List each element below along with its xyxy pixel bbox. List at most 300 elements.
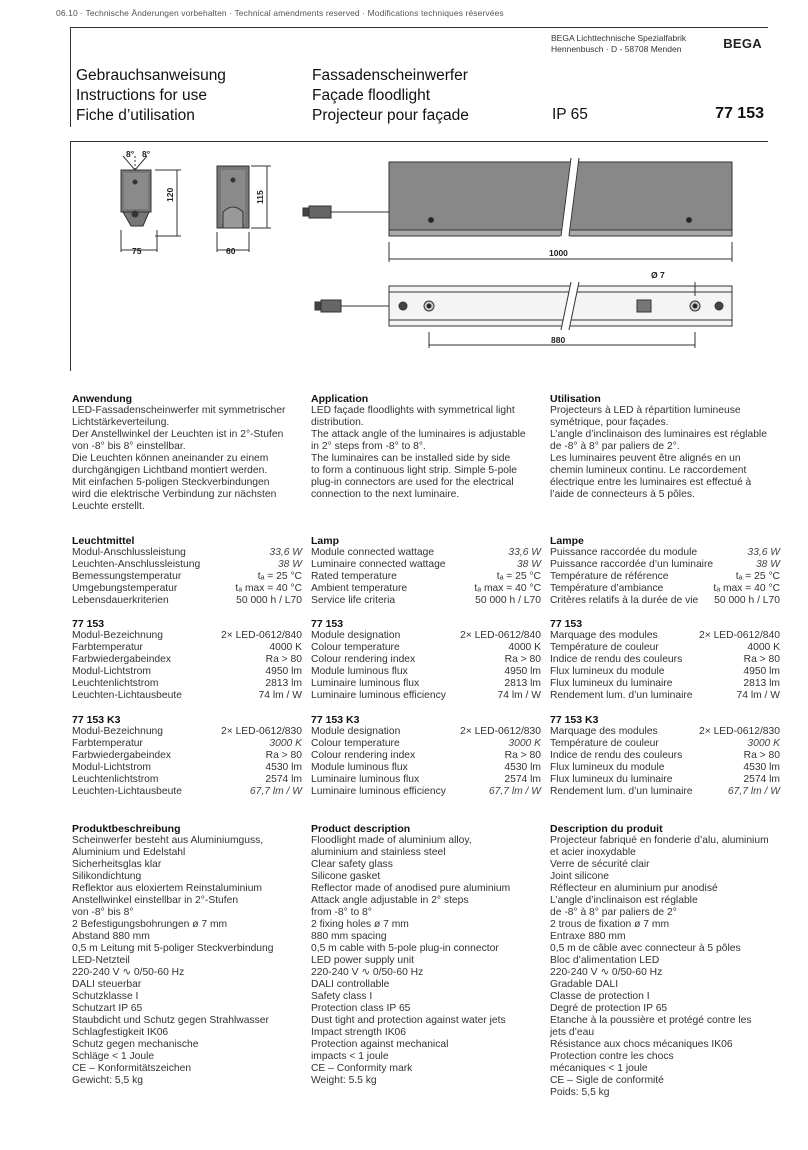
spec-row [311, 774, 541, 786]
spec-row [311, 595, 541, 607]
top-view [315, 282, 732, 348]
spec-label: Colour temperature [311, 738, 400, 749]
spec-value: Ra > 80 [504, 750, 541, 761]
spec-label: Luminaire luminous efficiency [311, 690, 446, 701]
v2-title: 77 153 K3 [311, 714, 360, 726]
v1-title: 77 153 [311, 618, 344, 630]
hole-diameter-label: Ø 7 [651, 270, 665, 280]
product-description-line: Aluminium und Edelstahl [72, 847, 186, 858]
spec-row [72, 583, 302, 595]
product-description-line: Gradable DALI [550, 979, 619, 990]
product-description-line: Protection class IP 65 [311, 1003, 411, 1014]
product-description-line: Schlagfestigkeit IK06 [72, 1027, 169, 1038]
text-line: von -8° bis 8° einstellbar. [72, 441, 186, 452]
application-title: Application [311, 393, 369, 405]
spec-row [72, 762, 302, 774]
text-line: L’angle d’inclinaison des luminaires est réglable [550, 429, 767, 440]
spec-value: Ra > 80 [265, 654, 302, 665]
product-description-line: Résistance aux chocs mécaniques IK06 [550, 1039, 733, 1050]
product-description-line: 0,5 m cable with 5-pole plug-in connector [311, 943, 499, 954]
product-description-title: Produktbeschreibung [72, 823, 181, 835]
spec-row [311, 630, 541, 642]
text-line: in 2° steps from -8° to 8°. [311, 441, 426, 452]
spec-value: 4950 lm [504, 666, 541, 677]
text-line: LED-Fassadenscheinwerfer mit symmetrischer [72, 405, 286, 416]
product-description-line: 2 fixing holes ø 7 mm [311, 919, 409, 930]
spec-value: 4000 K [269, 642, 302, 653]
product-description-line: impacts < 1 joule [311, 1051, 389, 1062]
product-description-section [311, 823, 541, 1087]
spec-row [550, 774, 780, 786]
spec-label: Leuchtenlichtstrom [72, 774, 159, 785]
spec-value: 3000 K [747, 738, 780, 749]
text-line: symétrique, pour façades. [550, 417, 669, 428]
spec-row [72, 559, 302, 571]
spec-value: 4000 K [508, 642, 541, 653]
text-line: connection to the next luminaire. [311, 489, 460, 500]
spec-value: 2813 lm [265, 678, 302, 689]
spec-label: Modul-Lichtstrom [72, 666, 151, 677]
height-label-2: 115 [255, 190, 265, 204]
technical-drawing [70, 141, 768, 371]
product-description-line: Etanche à la poussière et protégé contre les [550, 1015, 752, 1026]
product-description-line: Impact strength IK06 [311, 1027, 407, 1038]
spec-label: Flux lumineux du module [550, 762, 665, 773]
product-description-line: 0,5 m de câble avec connecteur à 5 pôles [550, 943, 741, 954]
spec-row [550, 762, 780, 774]
spec-row [311, 547, 541, 559]
spec-value: 3000 K [269, 738, 302, 749]
spec-row [311, 571, 541, 583]
spec-label: Luminaire connected wattage [311, 559, 446, 570]
spec-label: Température de couleur [550, 642, 659, 653]
product-description-line: Réflecteur en aluminium pur anodisé [550, 883, 718, 894]
application-title: Anwendung [72, 393, 133, 405]
spec-label: Luminaire luminous flux [311, 678, 420, 689]
spec-value: 67,7 lm / W [488, 786, 541, 797]
spec-label: Farbwiedergabeindex [72, 750, 172, 761]
spec-label: Leuchten-Anschlussleistung [72, 559, 201, 570]
spec-value: 74 lm / W [258, 690, 302, 701]
lamp-section [311, 535, 541, 607]
spec-label: Critères relatifs à la durée de vie [550, 595, 699, 606]
product-description-line: 0,5 m Leitung mit 5-poliger Steckverbindung [72, 943, 274, 954]
lamp-title: Lamp [311, 535, 340, 547]
product-description-line: Sicherheitsglas klar [72, 859, 162, 870]
spec-row [311, 666, 541, 678]
spec-value: 2× LED-0612/830 [220, 726, 302, 737]
spec-row [72, 666, 302, 678]
spec-label: Colour rendering index [311, 750, 416, 761]
spec-value: 2× LED-0612/830 [459, 726, 541, 737]
spec-value: Ra > 80 [504, 654, 541, 665]
spec-label: Farbtemperatur [72, 738, 143, 749]
angle-left-label: 8° [126, 149, 135, 159]
product-description-line: Silikondichtung [72, 871, 142, 882]
spec-label: Modul-Lichtstrom [72, 762, 151, 773]
lamp-section [550, 535, 780, 607]
spec-value: 2× LED-0612/840 [698, 630, 780, 641]
spec-label: Rated temperature [311, 571, 397, 582]
company-location: Hennenbusch · D - 58708 Menden [551, 44, 682, 54]
text-line: l’aide de connecteurs à 5 pôles. [550, 489, 695, 500]
product-description-line: Joint silicone [550, 871, 609, 882]
spec-row [311, 654, 541, 666]
text-line: chemin lumineux continu. Le raccordement [550, 465, 747, 476]
side-view-front [217, 166, 271, 252]
dimension-drawing [71, 142, 769, 372]
product-description-line: Gewicht: 5,5 kg [72, 1075, 143, 1086]
spec-label: Température de couleur [550, 738, 659, 749]
doc-title-fr: Fiche d’utilisation [76, 107, 195, 124]
spec-row [550, 678, 780, 690]
spec-label: Bemessungstemperatur [72, 571, 182, 582]
product-description-line: 220-240 V ∿ 0/50-60 Hz [550, 967, 663, 978]
product-description-section [550, 823, 780, 1099]
text-line: électrique entre les luminaires est effectué à [550, 477, 752, 488]
spec-label: Module designation [311, 630, 401, 641]
spec-value: 2574 lm [504, 774, 541, 785]
spec-value: tₐ max = 40 °C [474, 583, 541, 594]
v2-section [311, 714, 541, 798]
spec-row [550, 559, 780, 571]
doc-title-de: Gebrauchsanweisung [76, 67, 226, 84]
text-line: distribution. [311, 417, 364, 428]
spec-row [550, 642, 780, 654]
spec-value: 74 lm / W [736, 690, 780, 701]
v1-section [311, 618, 541, 702]
spec-label: Flux lumineux du luminaire [550, 678, 673, 689]
spec-value: 2574 lm [265, 774, 302, 785]
v2-title: 77 153 K3 [550, 714, 599, 726]
spec-label: Rendement lum. d’un luminaire [550, 690, 693, 701]
product-title-fr: Projecteur pour façade [312, 107, 469, 124]
spec-label: Farbwiedergabeindex [72, 654, 172, 665]
spec-row [72, 750, 302, 762]
spec-row [550, 595, 780, 607]
spec-label: Module luminous flux [311, 762, 408, 773]
company-name: BEGA Lichttechnische Spezialfabrik [551, 33, 687, 43]
product-description-line: Safety class I [311, 991, 373, 1002]
front-view-long [303, 158, 732, 262]
article-number: 77 153 [715, 105, 764, 122]
product-description-section [72, 823, 302, 1087]
product-description-line: Floodlight made of aluminium alloy, [311, 835, 472, 846]
product-description-line: Protection against mechanical [311, 1039, 449, 1050]
v2-section [72, 714, 302, 798]
spec-row [72, 642, 302, 654]
height-label-1: 120 [165, 187, 175, 202]
spec-value: 50 000 h / L70 [236, 595, 302, 606]
spec-label: Puissance raccordée d’un luminaire [550, 559, 714, 570]
spec-value: Ra > 80 [743, 750, 780, 761]
product-description-line: Poids: 5,5 kg [550, 1087, 610, 1098]
document-type-titles [76, 66, 226, 126]
spec-value: 3000 K [508, 738, 541, 749]
spec-value: 2813 lm [504, 678, 541, 689]
text-line: Der Anstellwinkel der Leuchten ist in 2°-Stufen [72, 429, 284, 440]
product-description-line: CE – Konformitätszeichen [72, 1063, 192, 1074]
product-description-line: Weight: 5.5 kg [311, 1075, 377, 1086]
spec-value: 2× LED-0612/840 [459, 630, 541, 641]
product-description-line: mécaniques < 1 joule [550, 1063, 648, 1074]
spec-label: Colour rendering index [311, 654, 416, 665]
text-line: plug-in connectors are used for the electrical [311, 477, 514, 488]
product-description-line: Reflector made of anodised pure aluminium [311, 883, 511, 894]
revision-note: 06.10 · Technische Änderungen vorbehalten · Technical amendments reserved · Modifications techniques réservées [56, 8, 504, 18]
text-line: LED façade floodlights with symmetrical light [311, 405, 515, 416]
product-description-line: Anstellwinkel einstellbar in 2°-Stufen [72, 895, 239, 906]
product-description-line: jets d’eau [550, 1027, 595, 1038]
angle-right-label: 8° [142, 149, 151, 159]
spec-value: 38 W [516, 559, 541, 570]
spec-row [550, 630, 780, 642]
spec-row [72, 738, 302, 750]
spec-value: 67,7 lm / W [249, 786, 302, 797]
spec-row [311, 786, 541, 798]
application-text [550, 405, 780, 501]
product-description-line: et acier inoxydable [550, 847, 636, 858]
spec-label: Leuchtenlichtstrom [72, 678, 159, 689]
text-line: Projecteurs à LED à répartition lumineuse [550, 405, 741, 416]
product-description-line: LED-Netzteil [72, 955, 130, 966]
spec-row [72, 774, 302, 786]
application-title: Utilisation [550, 393, 601, 405]
spec-row [311, 678, 541, 690]
spec-value: 38 W [277, 559, 302, 570]
spec-row [550, 726, 780, 738]
product-description-line: CE – Conformity mark [311, 1063, 413, 1074]
spec-label: Température d’ambiance [550, 583, 664, 594]
spec-label: Modul-Anschlussleistung [72, 547, 186, 558]
product-description-line: 220-240 V ∿ 0/50-60 Hz [311, 967, 424, 978]
text-line: The luminaires can be installed side by side [311, 453, 511, 464]
spec-row [550, 583, 780, 595]
spec-label: Modul-Bezeichnung [72, 630, 164, 641]
spec-label: Module designation [311, 726, 401, 737]
product-description-line: Verre de sécurité clair [550, 859, 650, 870]
spec-value: 38 W [755, 559, 780, 570]
text-line: wird die elektrische Verbindung zur nächsten [72, 489, 277, 500]
product-title-en: Façade floodlight [312, 87, 431, 104]
spec-row [311, 642, 541, 654]
column-german [72, 393, 302, 513]
spec-label: Colour temperature [311, 642, 400, 653]
spec-label: Température de référence [550, 571, 669, 582]
lamp-section [72, 535, 302, 607]
product-description-line: L’angle d’inclinaison est réglable [550, 895, 698, 906]
company-address [551, 33, 686, 55]
spec-label: Puissance raccordée du module [550, 547, 698, 558]
length-label: 1000 [549, 248, 568, 258]
spec-row [311, 690, 541, 702]
application-text [311, 405, 541, 501]
spec-value: 4000 K [747, 642, 780, 653]
text-line: Die Leuchten können aneinander zu einem [72, 453, 269, 464]
spec-value: tₐ max = 40 °C [713, 583, 780, 594]
text-line: Les luminaires peuvent être alignés en un [550, 453, 741, 464]
product-description-line: Dust tight and protection against water jets [311, 1015, 506, 1026]
product-description-line: Clear safety glass [311, 859, 393, 870]
spec-value: tₐ = 25 °C [257, 571, 302, 582]
doc-title-en: Instructions for use [76, 87, 207, 104]
spec-row [311, 559, 541, 571]
spec-value: Ra > 80 [265, 750, 302, 761]
product-description-line: Reflektor aus eloxiertem Reinstaluminium [72, 883, 262, 894]
ip-rating: IP 65 [552, 106, 588, 123]
spec-row [550, 654, 780, 666]
spec-row [72, 630, 302, 642]
text-line: durchgängigen Lichtband montiert werden. [72, 465, 268, 476]
product-description-line: 2 trous de fixation ø 7 mm [550, 919, 670, 930]
product-description-line: Classe de protection I [550, 991, 650, 1002]
spec-value: 50 000 h / L70 [714, 595, 780, 606]
spec-row [311, 738, 541, 750]
lamp-title: Lampe [550, 535, 584, 547]
product-description-line: 220-240 V ∿ 0/50-60 Hz [72, 967, 185, 978]
spec-value: tₐ = 25 °C [496, 571, 541, 582]
spec-row [550, 750, 780, 762]
spec-value: tₐ = 25 °C [735, 571, 780, 582]
product-description-line: Bloc d’alimentation LED [550, 955, 660, 966]
spec-row [72, 654, 302, 666]
product-description-line: de -8° à 8° par paliers de 2° [550, 907, 677, 918]
spec-label: Marquage des modules [550, 726, 658, 737]
spec-row [72, 690, 302, 702]
product-description-line: von -8° bis 8° [72, 907, 134, 918]
spec-value: 33,6 W [747, 547, 780, 558]
spec-value: 33,6 W [269, 547, 302, 558]
spec-value: 2574 lm [743, 774, 780, 785]
product-titles [312, 66, 469, 126]
text-line: de -8° à 8° par paliers de 2°. [550, 441, 680, 452]
spec-row [72, 726, 302, 738]
spec-value: 33,6 W [508, 547, 541, 558]
spec-label: Umgebungstemperatur [72, 583, 178, 594]
spec-label: Flux lumineux du luminaire [550, 774, 673, 785]
document-header [70, 27, 768, 127]
spec-row [550, 690, 780, 702]
spec-row [311, 583, 541, 595]
spec-label: Indice de rendu des couleurs [550, 750, 683, 761]
spec-label: Ambient temperature [311, 583, 408, 594]
product-description-line: aluminium and stainless steel [311, 847, 446, 858]
product-description-line: Entraxe 880 mm [550, 931, 626, 942]
spec-label: Marquage des modules [550, 630, 658, 641]
product-description-line: 880 mm spacing [311, 931, 387, 942]
spec-label: Luminaire luminous flux [311, 774, 420, 785]
v1-section [72, 618, 302, 702]
spec-row [72, 595, 302, 607]
product-description-title: Description du produit [550, 823, 663, 835]
text-line: The attack angle of the luminaires is adjustable [311, 429, 526, 440]
spec-row [550, 666, 780, 678]
spec-row [72, 547, 302, 559]
spec-row [550, 571, 780, 583]
spec-row [72, 786, 302, 798]
spec-row [550, 786, 780, 798]
spec-value: 4530 lm [265, 762, 302, 773]
spec-value: 4950 lm [265, 666, 302, 677]
text-line: to form a continuous light strip. Simple 5-pole [311, 465, 518, 476]
product-description-line: DALI controllable [311, 979, 390, 990]
spec-label: Flux lumineux du module [550, 666, 665, 677]
product-description-line: Silicone gasket [311, 871, 381, 882]
product-description-line: from -8° to 8° [311, 907, 372, 918]
application-text [72, 405, 302, 513]
text-line: Leuchte erstellt. [72, 501, 145, 512]
spec-value: 67,7 lm / W [727, 786, 780, 797]
product-description-line: DALI steuerbar [72, 979, 142, 990]
spec-row [72, 678, 302, 690]
product-description-line: Scheinwerfer besteht aus Aluminiumguss, [72, 835, 264, 846]
spec-value: 4950 lm [743, 666, 780, 677]
spec-row [311, 726, 541, 738]
spec-value: 2813 lm [743, 678, 780, 689]
product-description-line: Protection contre les chocs [550, 1051, 674, 1062]
product-description-line: Projecteur fabriqué en fonderie d’alu, aluminium [550, 835, 769, 846]
spec-row [550, 738, 780, 750]
spec-label: Farbtemperatur [72, 642, 143, 653]
product-description-line: LED power supply unit [311, 955, 415, 966]
product-description-line: Attack angle adjustable in 2° steps [311, 895, 469, 906]
product-description-line: Staubdicht und Schutz gegen Strahlwasser [72, 1015, 269, 1026]
spec-label: Rendement lum. d’un luminaire [550, 786, 693, 797]
product-description-line: 2 Befestigungsbohrungen ø 7 mm [72, 919, 228, 930]
text-line: Mit einfachen 5-poligen Steckverbindungen [72, 477, 270, 488]
spec-row [72, 571, 302, 583]
product-description-line: Abstand 880 mm [72, 931, 150, 942]
v1-title: 77 153 [550, 618, 583, 630]
spec-value: 4530 lm [743, 762, 780, 773]
spec-value: 4530 lm [504, 762, 541, 773]
spec-row [550, 547, 780, 559]
spec-label: Indice de rendu des couleurs [550, 654, 683, 665]
product-title-de: Fassadenscheinwerfer [312, 67, 468, 84]
spec-label: Lebensdauerkriterien [72, 595, 169, 606]
spec-value: tₐ max = 40 °C [235, 583, 302, 594]
column-french [550, 393, 780, 501]
spec-value: 2× LED-0612/830 [698, 726, 780, 737]
width-label-1: 75 [132, 246, 142, 256]
spec-label: Modul-Bezeichnung [72, 726, 164, 737]
spec-label: Leuchten-Lichtausbeute [72, 786, 182, 797]
product-description-line: Degré de protection IP 65 [550, 1003, 668, 1014]
brand-logo: BEGA [723, 36, 762, 51]
spec-value: 74 lm / W [497, 690, 541, 701]
spec-label: Service life criteria [311, 595, 396, 606]
product-description-line: CE – Sigle de conformité [550, 1075, 664, 1086]
spec-label: Leuchten-Lichtausbeute [72, 690, 182, 701]
spec-value: 50 000 h / L70 [475, 595, 541, 606]
width-label-2: 60 [226, 246, 236, 256]
v1-section [550, 618, 780, 702]
column-english [311, 393, 541, 501]
product-description-line: Schutzart IP 65 [72, 1003, 143, 1014]
product-description-line: Schläge < 1 Joule [72, 1051, 155, 1062]
spec-label: Module luminous flux [311, 666, 408, 677]
spec-label: Luminaire luminous efficiency [311, 786, 446, 797]
side-view-angled [121, 156, 181, 252]
v2-title: 77 153 K3 [72, 714, 121, 726]
lamp-title: Leuchtmittel [72, 535, 135, 547]
spec-row [311, 762, 541, 774]
spec-label: Module connected wattage [311, 547, 435, 558]
v2-section [550, 714, 780, 798]
product-description-line: Schutzklasse I [72, 991, 139, 1002]
product-description-line: Schutz gegen mechanische [72, 1039, 199, 1050]
spec-value: Ra > 80 [743, 654, 780, 665]
